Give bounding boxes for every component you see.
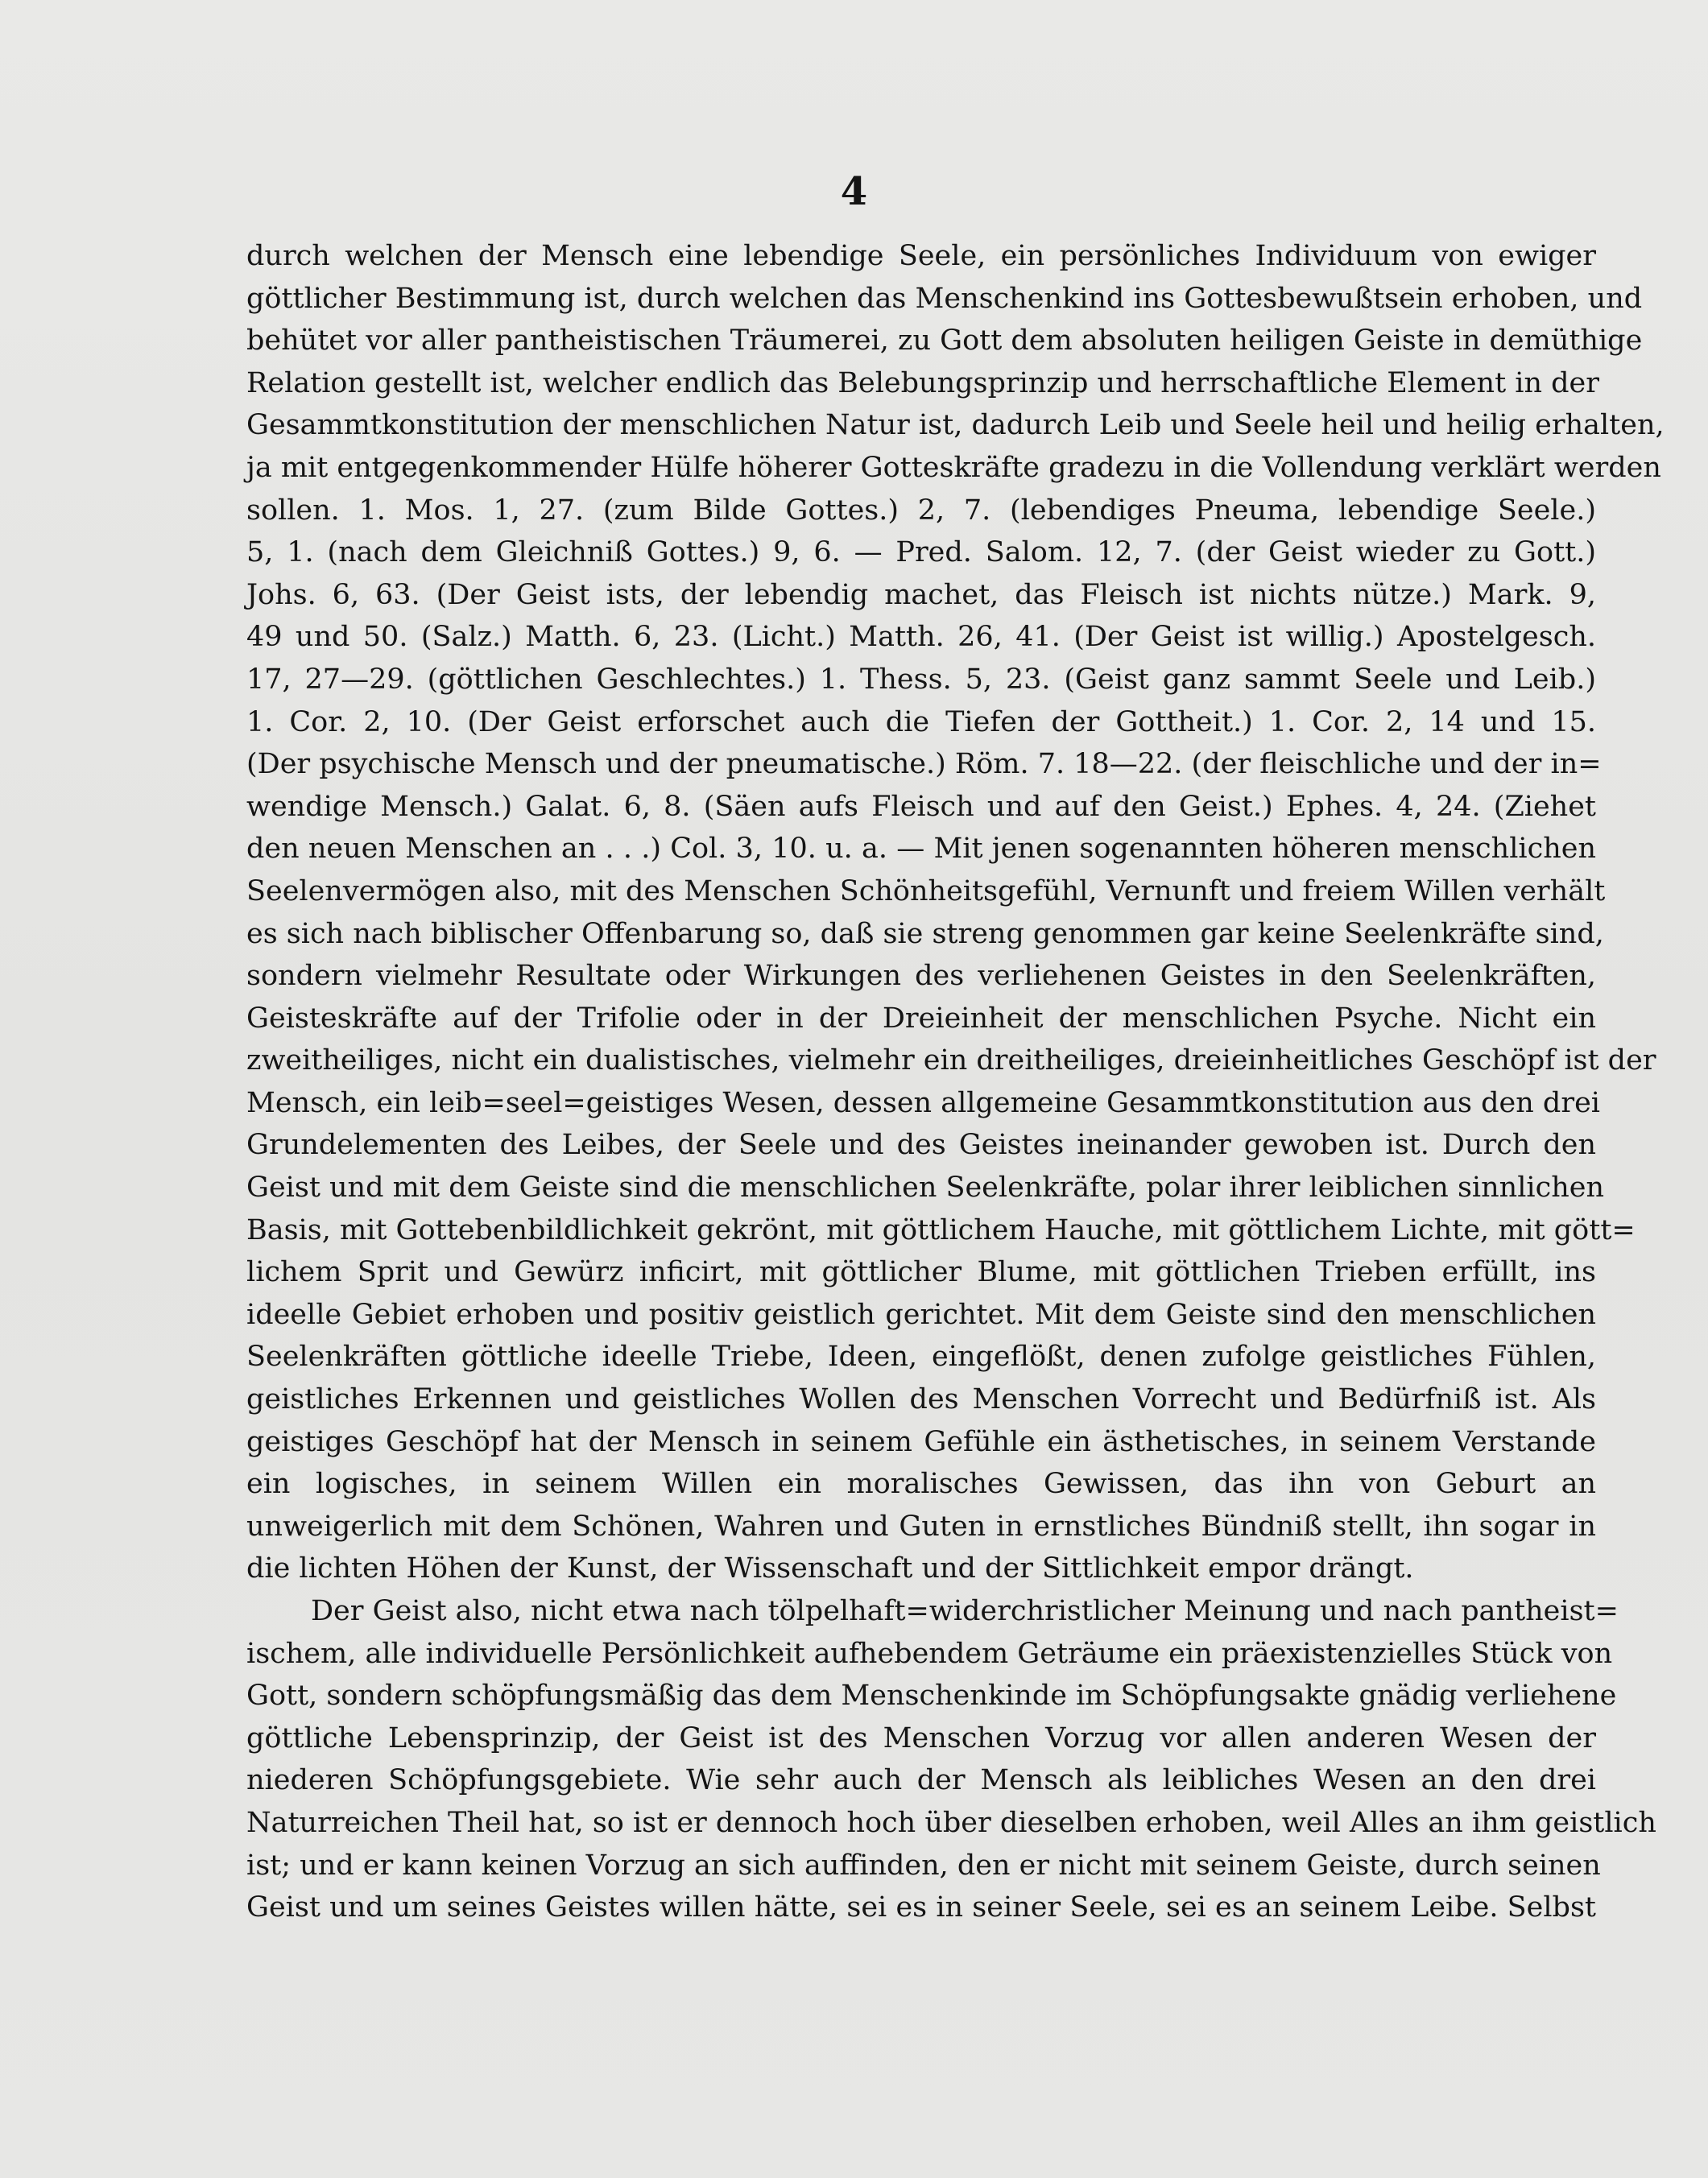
- text-line: ein logisches, in seinem Willen ein moralisches Gewissen, das ihn von Geburt an: [246, 1468, 1596, 1501]
- text-line: Geisteskräfte auf der Trifolie oder in der Dreieinheit der menschlichen Psyche. Nicht ein: [246, 1002, 1596, 1035]
- text-line: Seelenkräften göttliche ideelle Triebe, Ideen, eingeflößt, denen zufolge geistliches Fühlen,: [246, 1341, 1596, 1374]
- text-line: durch welchen der Mensch eine lebendige Seele, ein persönliches Individuum von ewiger: [246, 240, 1596, 272]
- text-line: wendige Mensch.) Galat. 6, 8. (Säen aufs Fleisch und auf den Geist.) Ephes. 4, 24. (Ziehet: [246, 790, 1596, 823]
- text-line: die lichten Höhen der Kunst, der Wissenschaft und der Sittlichkeit empor drängt.: [246, 1552, 1414, 1585]
- text-line: Mensch, ein leib=seel=geistiges Wesen, dessen allgemeine Gesammtkonstitution aus den drei: [246, 1086, 1600, 1119]
- text-line: Johs. 6, 63. (Der Geist ists, der lebendig machet, das Fleisch ist nichts nütze.) Mark. 9,: [246, 578, 1596, 611]
- paragraph-1: [246, 235, 1665, 1590]
- text-line: geistiges Geschöpf hat der Mensch in seinem Gefühle ein ästhetisches, in seinem Verstande: [246, 1425, 1596, 1458]
- text-line: (Der psychische Mensch und der pneumatische.) Röm. 7. 18—22. (der fleischliche und der in=: [246, 748, 1602, 781]
- text-line: lichem Sprit und Gewürz inficirt, mit göttlicher Blume, mit göttlichen Trieben erfüllt, ins: [246, 1256, 1596, 1289]
- text-line: niederen Schöpfungsgebiete. Wie sehr auch der Mensch als leibliches Wesen an den drei: [246, 1764, 1596, 1797]
- text-line: 1. Cor. 2, 10. (Der Geist erforschet auch die Tiefen der Gottheit.) 1. Cor. 2, 14 und 15.: [246, 705, 1596, 738]
- text-line: ischem, alle individuelle Persönlichkeit aufhebendem Geträume ein präexistenzielles Stück von: [246, 1637, 1613, 1670]
- text-line: es sich nach biblischer Offenbarung so, daß sie streng genommen gar keine Seelenkräfte sind,: [246, 917, 1604, 950]
- text-line: ist; und er kann keinen Vorzug an sich auffinden, den er nicht mit seinem Geiste, durch seinen: [246, 1849, 1601, 1882]
- page-number: 4: [840, 169, 868, 214]
- text-line: unweigerlich mit dem Schönen, Wahren und Guten in ernstliches Bündniß stellt, ihn sogar in: [246, 1510, 1596, 1543]
- text-line: sollen. 1. Mos. 1, 27. (zum Bilde Gottes.) 2, 7. (lebendiges Pneuma, lebendige Seele.): [246, 494, 1596, 527]
- text-line: Naturreichen Theil hat, so ist er dennoch hoch über dieselben erhoben, weil Alles an ihm geistlich: [246, 1806, 1656, 1839]
- text-line: ideelle Gebiet erhoben und positiv geistlich gerichtet. Mit dem Geiste sind den menschlichen: [246, 1298, 1596, 1331]
- text-line: den neuen Menschen an . . .) Col. 3, 10. u. a. — Mit jenen sogenannten höheren menschlichen: [246, 833, 1596, 866]
- text-line: geistliches Erkennen und geistliches Wollen des Menschen Vorrecht und Bedürfniß ist. Als: [246, 1383, 1596, 1416]
- body-text: [246, 235, 1665, 1929]
- text-line: Geist und um seines Geistes willen hätte, sei es in seiner Seele, sei es an seinem Leibe. Selbst: [246, 1891, 1596, 1924]
- text-line: Der Geist also, nicht etwa nach tölpelhaft=widerchristlicher Meinung und nach pantheist=: [311, 1595, 1619, 1627]
- text-line: Geist und mit dem Geiste sind die menschlichen Seelenkräfte, polar ihrer leiblichen sinnlichen: [246, 1172, 1604, 1205]
- paragraph-2: [246, 1590, 1656, 1929]
- text-line: Gesammtkonstitution der menschlichen Natur ist, dadurch Leib und Seele heil und heilig erhalten,: [246, 409, 1665, 442]
- text-line: Basis, mit Gottebenbildlichkeit gekrönt, mit göttlichem Hauche, mit göttlichem Lichte, mit gött=: [246, 1213, 1636, 1246]
- text-line: Grundelementen des Leibes, der Seele und des Geistes ineinander gewoben ist. Durch den: [246, 1129, 1596, 1162]
- text-line: Gott, sondern schöpfungsmäßig das dem Menschenkinde im Schöpfungsakte gnädig verliehene: [246, 1680, 1617, 1713]
- text-line: zweitheiliges, nicht ein dualistisches, vielmehr ein dreitheiliges, dreieinheitliches Geschöpf ist der: [246, 1044, 1656, 1077]
- text-line: 17, 27—29. (göttlichen Geschlechtes.) 1. Thess. 5, 23. (Geist ganz sammt Seele und Leib.): [246, 663, 1596, 696]
- text-line: Seelenvermögen also, mit des Menschen Schönheitsgefühl, Vernunft und freiem Willen verhält: [246, 874, 1606, 907]
- text-line: 5, 1. (nach dem Gleichniß Gottes.) 9, 6. — Pred. Salom. 12, 7. (der Geist wieder zu Gott.): [246, 536, 1596, 569]
- text-line: sondern vielmehr Resultate oder Wirkungen des verliehenen Geistes in den Seelenkräften,: [246, 960, 1596, 993]
- text-line: göttlicher Bestimmung ist, durch welchen das Menschenkind ins Gottesbewußtsein erhoben, und: [246, 282, 1643, 315]
- text-line: behütet vor aller pantheistischen Träumerei, zu Gott dem absoluten heiligen Geiste in demüthige: [246, 324, 1643, 357]
- text-line: ja mit entgegenkommender Hülfe höherer Gotteskräfte gradezu in die Vollendung verklärt werden: [246, 451, 1661, 484]
- text-line: Relation gestellt ist, welcher endlich das Belebungsprinzip und herrschaftliche Element in der: [246, 366, 1599, 399]
- text-line: 49 und 50. (Salz.) Matth. 6, 23. (Licht.) Matth. 26, 41. (Der Geist ist willig.) Apostelgesch.: [246, 621, 1596, 654]
- text-line: göttliche Lebensprinzip, der Geist ist des Menschen Vorzug vor allen anderen Wesen der: [246, 1721, 1596, 1754]
